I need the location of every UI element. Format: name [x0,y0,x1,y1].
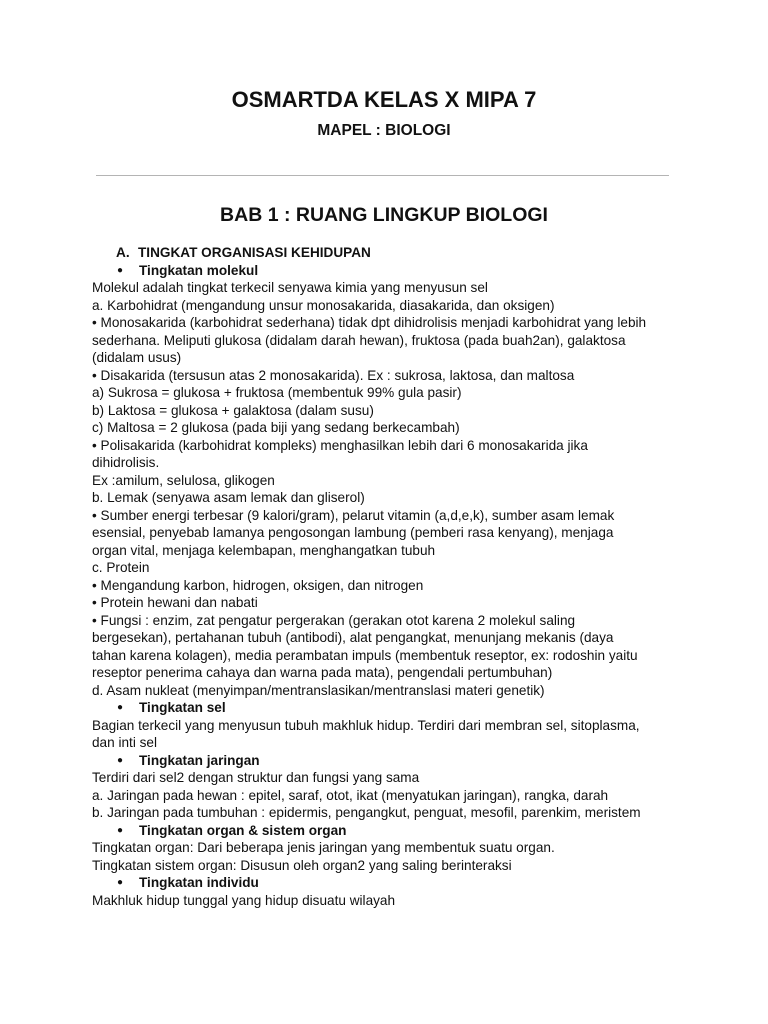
section-number: A. [116,245,130,260]
document-title: OSMARTDA KELAS X MIPA 7 [231,87,537,112]
body-text-line: • Fungsi : enzim, zat pengatur pergerakan (gerakan otot karena 2 molekul saling [92,612,576,628]
bullet-icon: ● [117,824,124,836]
body-text-line: dihidrolisis. [92,455,160,470]
bullet-icon: ● [117,877,124,888]
body-text-line: • Monosakarida (karbohidrat sederhana) tidak dpt dihidrolisis menjadi karbohidrat yang lebih [92,315,647,330]
body-text-line: • Protein hewani dan nabati [92,595,258,610]
body-text-line: • Disakarida (tersusun atas 2 monosakarida). Ex : sukrosa, laktosa, dan maltosa [92,367,575,383]
body-text-line: tahan karena kolagen), media perambatan impuls (membentuk reseptor, ex: rodoshin yaitu [92,647,638,663]
document-subtitle: MAPEL : BIOLOGI [317,122,451,139]
body-text-line: Tingkatan organ: Dari beberapa jenis jaringan yang membentuk suatu organ. [92,840,555,855]
subsection-heading [92,262,682,280]
subsection-heading [92,699,682,717]
subsection-heading [92,822,682,840]
body-text-line: Bagian terkecil yang menyusun tubuh makhluk hidup. Terdiri dari membran sel, sitoplasma, [92,717,640,733]
body-text-line: a) Sukrosa = glukosa + fruktosa (membentuk 99% gula pasir) [92,385,462,400]
bullet-icon: ● [117,702,124,713]
content-lines [92,262,682,910]
body-text-line: • Sumber energi terbesar (9 kalori/gram), pelarut vitamin (a,d,e,k), sumber asam lemak [92,507,615,523]
bullet-icon: ● [117,754,124,766]
body-text-line: a. Karbohidrat (mengandung unsur monosakarida, diasakarida, dan oksigen) [92,297,555,313]
body-text-line: sederhana. Meliputi glukosa (didalam darah hewan), fruktosa (pada buah2an), galaktosa [92,332,626,348]
section-title: TINGKAT ORGANISASI KEHIDUPAN [138,245,371,260]
section-heading [92,244,682,262]
body-text-line: b. Lemak (senyawa asam lemak dan gliserol) [92,490,365,505]
subsection-title: Tingkatan molekul [139,262,259,278]
body-text-line: reseptor penerima cahaya dan warna pada mata), pengendali pertumbuhan) [92,665,553,680]
subsection-title: Tingkatan organ & sistem organ [139,822,347,838]
body-text-line: esensial, penyebab lamanya pengosongan lambung (pemberi rasa kenyang), menjaga [92,525,614,540]
body-text-line: Terdiri dari sel2 dengan struktur dan fungsi yang sama [92,770,420,785]
body-text-line: (didalam usus) [92,350,182,365]
body-text-line: c. Protein [92,560,150,575]
subsection-title: Tingkatan individu [139,875,259,890]
body-text-line: • Mengandung karbon, hidrogen, oksigen, dan nitrogen [92,577,424,593]
subsection-heading [92,752,682,770]
body-text-line: Tingkatan sistem organ: Disusun oleh organ2 yang saling berinteraksi [92,857,512,873]
body-text-line: • Polisakarida (karbohidrat kompleks) menghasilkan lebih dari 6 monosakarida jika [92,437,588,453]
horizontal-divider [96,175,669,176]
body-text-line: dan inti sel [92,735,157,750]
body-text-line: c) Maltosa = 2 glukosa (pada biji yang sedang berkecambah) [92,420,460,435]
bullet-icon: ● [117,264,124,276]
document-body [92,244,682,909]
body-text-line: organ vital, menjaga kelembapan, menghangatkan tubuh [92,542,436,558]
subsection-heading [92,874,682,892]
body-text-line: Makhluk hidup tunggal yang hidup disuatu wilayah [92,892,396,908]
body-text-line: b. Jaringan pada tumbuhan : epidermis, pengangkut, penguat, mesofil, parenkim, meristem [92,805,641,820]
subsection-title: Tingkatan jaringan [139,752,260,768]
chapter-heading: BAB 1 : RUANG LINGKUP BIOLOGI [220,204,548,226]
subsection-title: Tingkatan sel [139,700,226,715]
body-text-line: a. Jaringan pada hewan : epitel, saraf, otot, ikat (menyatukan jaringan), rangka, darah [92,787,609,803]
body-text-line: b) Laktosa = glukosa + galaktosa (dalam susu) [92,402,374,418]
body-text-line: Ex :amilum, selulosa, glikogen [92,472,275,488]
body-text-line: bergesekan), pertahanan tubuh (antibodi), alat pengangkat, menunjang mekanis (daya [92,630,614,645]
body-text-line: Molekul adalah tingkat terkecil senyawa kimia yang menyusun sel [92,280,488,295]
body-text-line: d. Asam nukleat (menyimpan/mentranslasikan/mentranslasi materi genetik) [92,682,545,698]
